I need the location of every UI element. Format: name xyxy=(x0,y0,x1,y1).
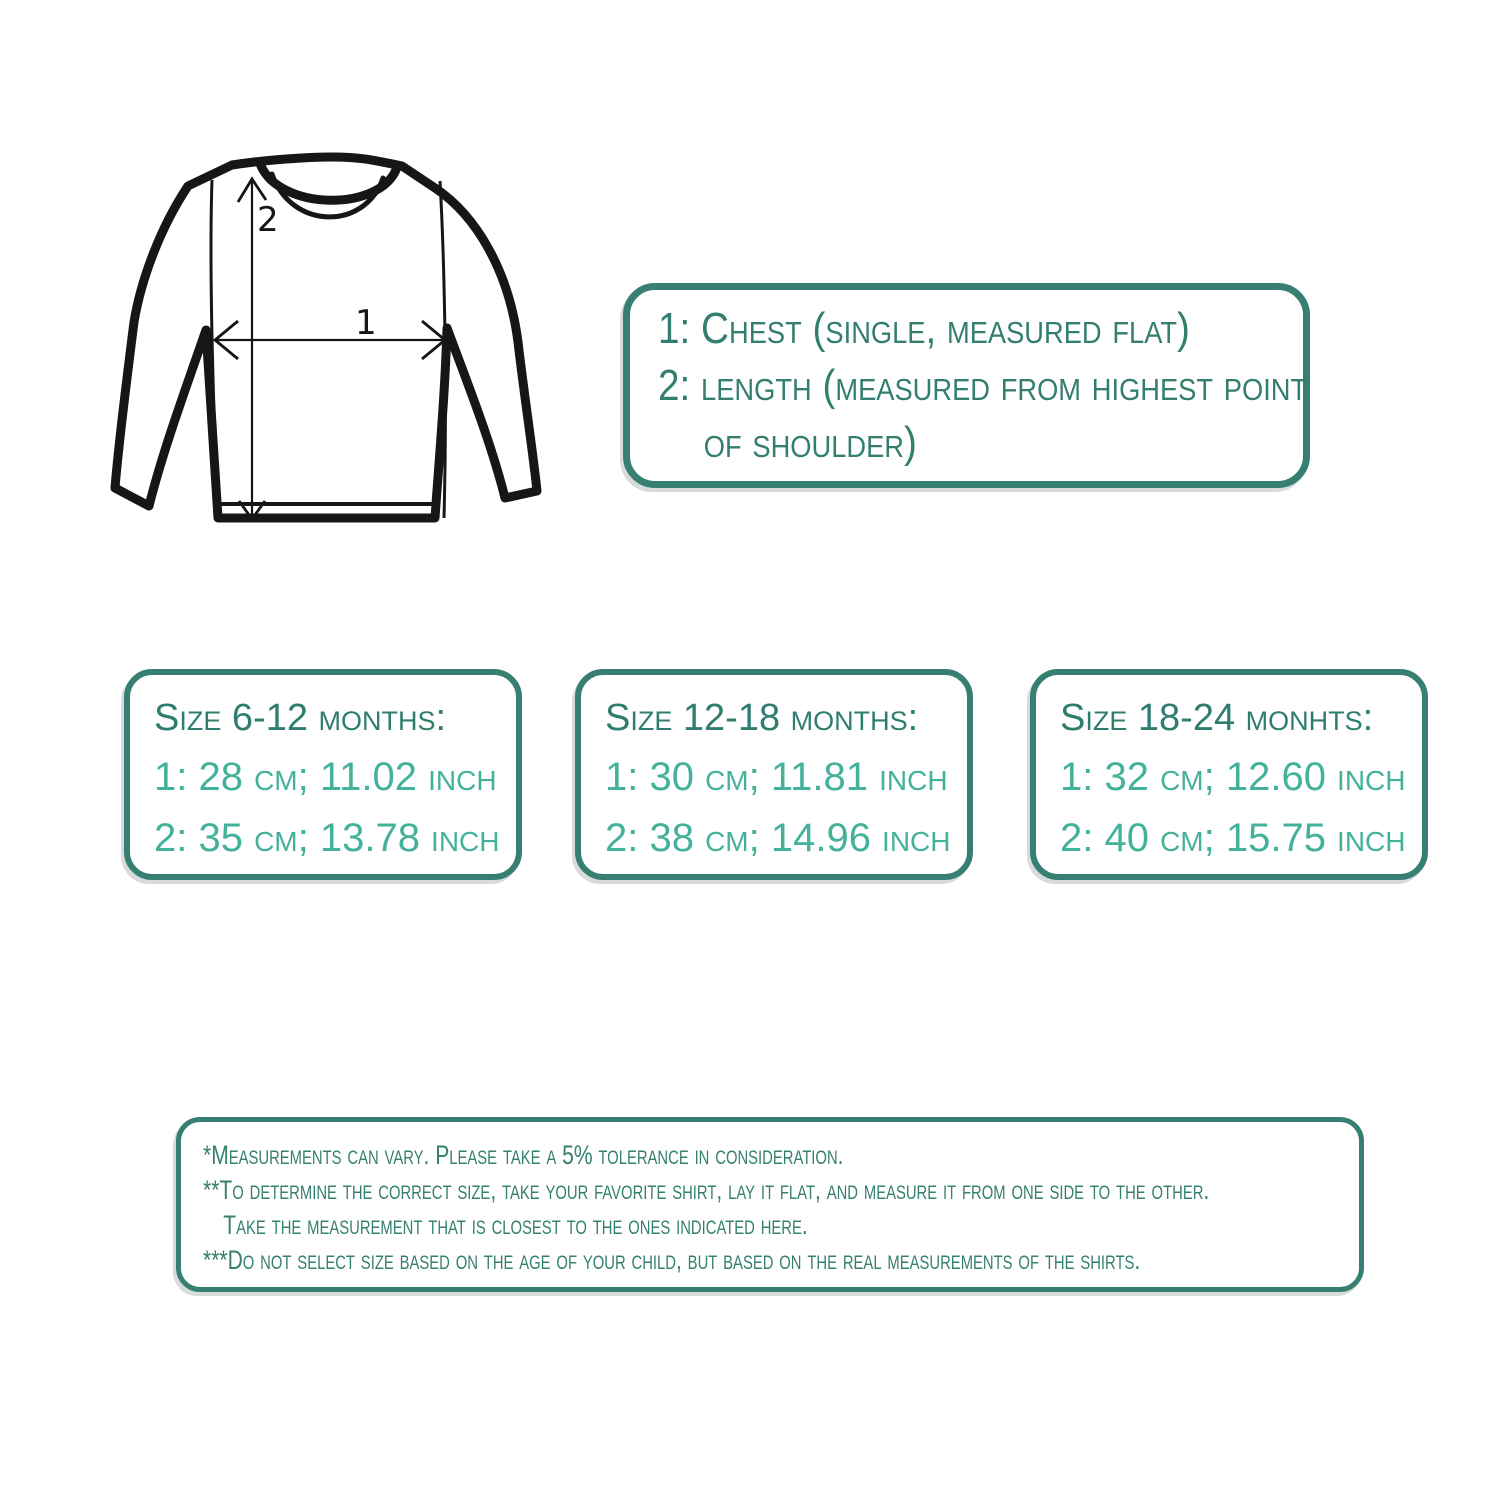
note-how-to-measure-cont: Take the measurement that is closest to the ones indicated here. xyxy=(223,1210,808,1240)
legend-length-definition: 2: length (measured from highest point of shoulder) xyxy=(658,361,1308,467)
measurement-legend-box xyxy=(623,283,1310,488)
note-age-warning: ***Do not select size based on the age of your child, but based on the real measurements of the shirts. xyxy=(203,1245,1141,1275)
legend-text xyxy=(658,300,1309,471)
size-box-length-value: 2: 40 cm; 15.75 inch xyxy=(1060,816,1406,860)
shirt-diagram xyxy=(105,150,565,540)
notes-box xyxy=(176,1117,1364,1292)
size-box-title: Size 12-18 months: xyxy=(605,697,919,739)
size-box-chest-value: 1: 32 cm; 12.60 inch xyxy=(1060,755,1406,799)
size-box-length-value: 2: 38 cm; 14.96 inch xyxy=(605,816,951,860)
notes-text xyxy=(203,1138,1357,1278)
size-box-title: Size 18-24 monhts: xyxy=(1060,697,1374,739)
legend-chest-definition: 1: Chest (single, measured flat) xyxy=(658,304,1190,353)
note-tolerance: *Measurements can vary. Please take a 5% tolerance in consideration. xyxy=(203,1140,844,1170)
size-box-title: Size 6-12 months: xyxy=(154,697,447,739)
size-box-chest-value: 1: 28 cm; 11.02 inch xyxy=(154,755,497,799)
size-box-length-value: 2: 35 cm; 13.78 inch xyxy=(154,816,500,860)
size-box-6-12-months xyxy=(124,669,522,880)
note-how-to-measure: **To determine the correct size, take your favorite shirt, lay it flat, and measure it from one side to the other. xyxy=(203,1175,1210,1205)
size-box-chest-value: 1: 30 cm; 11.81 inch xyxy=(605,755,948,799)
length-marker-label: 2 xyxy=(257,200,279,240)
size-box-12-18-months xyxy=(575,669,973,880)
chest-marker-label: 1 xyxy=(355,303,377,343)
shirt-outline-path xyxy=(115,157,537,518)
size-box-18-24-months xyxy=(1030,669,1428,880)
